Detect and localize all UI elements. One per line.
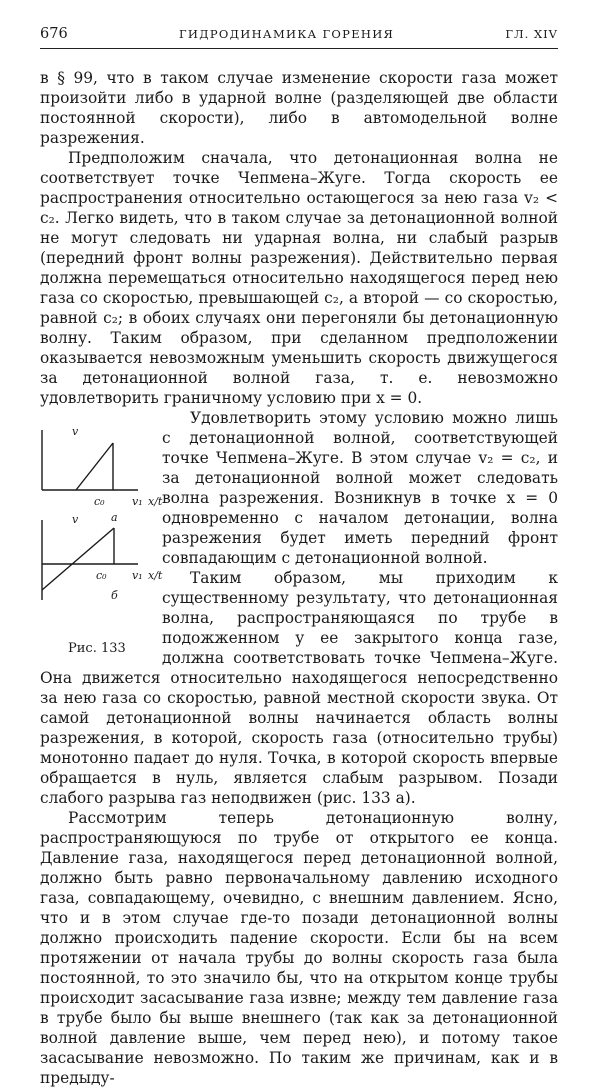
paragraph-1: в § 99, что в таком случае изменение скорости газа может произойти либо в ударной волне (разделяющей две области постоянной скорости), либо в автомодельной волне разрежения.: [40, 69, 558, 147]
paragraph-4: Таким образом, мы приходим к существенному результату, что детонационная волна, распространяющаяся по трубе в подожженном у ее закрытого конца газе, должна соответствовать точке Чепмена–Жуге. Она движется относительно находящегося непосредственно за нею газа со скоростью, равной местной скорости звука. От самой детонационной волны начинается область волны разрежения, в которой, скорость газа (относительно трубы) монотонно падает до нуля. Точка, в которой скорость впервые обращается в нуль, является слабым разрывом. Позади слабого разрыва газ неподвижен (рис. 133 а).: [40, 569, 558, 807]
running-title: ГИДРОДИНАМИКА ГОРЕНИЯ: [178, 27, 395, 41]
panel-a-rarefaction-line: [76, 443, 113, 490]
paragraph-5: Рассмотрим теперь детонационную волну, распространяющуюся по трубе от открытого ее конца. Давление газа, находящегося перед детонационной волной, должно быть равно первоначальному давлению исходного газа, совпадающему, очевидно, с внешним давлением. Ясно, что и в этом случае где-то позади детонационной волны должно происходить падение скорости. Если бы на всем протяжении от начала трубы до волны скорость газа была постоянной, то это значило бы, что на открытом конце трубы происходит засасывание газа извне; между тем давление газа в трубе было бы выше внешнего (так как за детонационной волной давление выше, чем перед нею), и потому такое засасывание невозможно. По таким же причинам, как и в предыду-: [40, 809, 558, 1087]
figure-caption: Рис. 133: [68, 641, 126, 656]
page-number: 676: [40, 26, 68, 42]
figure-133: [40, 410, 163, 656]
panel-b-tick-c0: c₀: [96, 569, 107, 582]
panel-b-x-label: x/t: [148, 569, 163, 582]
running-header: [40, 26, 558, 49]
panel-b-tick-v1: v₁: [132, 569, 143, 582]
paragraph-2: Предположим сначала, что детонационная волна не соответствует точке Чепмена–Жуге. Тогда скорость ее распространения относительно остающегося за нею газа v₂ < c₂. Легко видеть, что в таком случае за детонационной волной не могут следовать ни ударная волна, ни слабый разрыв (передний фронт волны разрежения). Действительно первая должна перемещаться относительно находящегося перед нею газа со скоростью, превышающей c₂, а второй — со скоростью, равной c₂; в обоих случаях они перегоняли бы детонационную волну. Таким образом, при сделанном предположении оказывается невозможным уменьшить скорость движущегося за детонационной волной газа, т. е. невозможно удовлетворить граничному условию при x = 0.: [40, 149, 558, 407]
paragraph-3-text: Удовлетворить этому условию можно лишь с детонационной волной, соответствующей точке Чепмена–Жуге. В этом случае v₂ = c₂, и за детонационной волной может следовать волна разрежения. Возникнув в точке x = 0 одновременно с началом детонации, волна разрежения будет иметь передний фронт совпадающим с детонационной волной.: [162, 409, 558, 567]
panel-b-label: б: [111, 589, 118, 602]
panel-a-x-label: x/t: [148, 495, 163, 508]
chapter-label: ГЛ. XIV: [505, 27, 558, 41]
book-page: [40, 26, 558, 1088]
body-text: [40, 68, 558, 1088]
panel-a-tick-c0: c₀: [94, 495, 105, 508]
panel-a-tick-v1: v₁: [132, 495, 143, 508]
panel-a-label: а: [111, 511, 118, 524]
paragraph-3: [40, 408, 558, 656]
panel-a-y-label: v: [72, 425, 79, 438]
panel-b-y-label: v: [72, 513, 79, 526]
